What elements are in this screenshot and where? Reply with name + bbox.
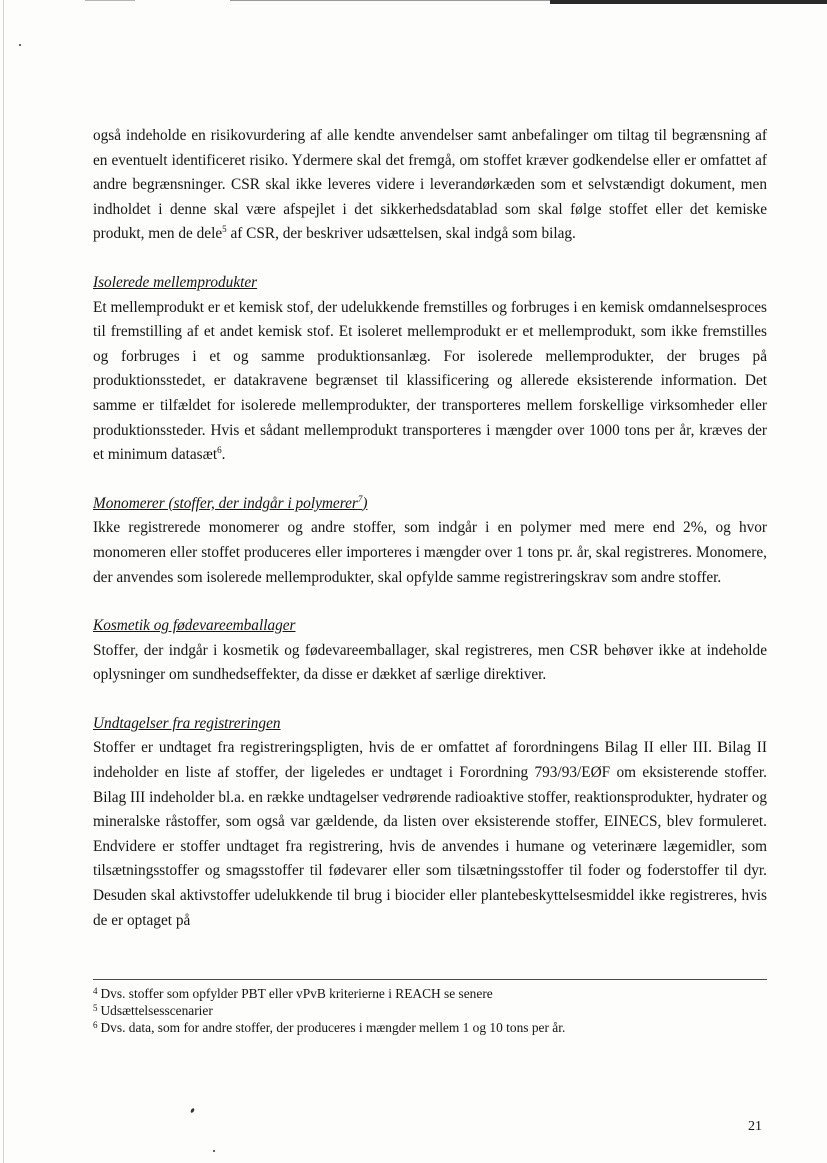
- intro-text: også indeholde en risikovurdering af alle kendte anvendelser samt anbefalinger om tiltag til begrænsning af en eventuelt identificeret risiko. Ydermere skal det fremgå, om stoffet kræver godkendelse eller er omfattet af andre begrænsninger. CSR skal ikke leveres videre i leverandørkæden som et selvstændigt dokument, men indholdet i denne skal være afspejlet i det sikkerhedsdatablad som skal følge stoffet eller det kemiske produkt, men de dele: [93, 127, 767, 243]
- isolated-text-end: .: [221, 446, 226, 464]
- section-text-isolated: [93, 296, 767, 468]
- footnote-ref: 6: [217, 445, 222, 456]
- footnote-mark: 5: [93, 1003, 98, 1013]
- section-text-cosmetics: Stoffer, der indgår i kosmetik og fødevareemballager, skal registreres, men CSR behøver ikke at indeholde oplysninger om sundhedseffekter, da disse er dækket af særlige direktiver.: [93, 641, 767, 684]
- monomers-heading-text: Monomerer (stoffer, der indgår i polymerer: [93, 494, 358, 512]
- scan-top-edge: [0, 0, 827, 6]
- page-body: [93, 124, 767, 933]
- section-heading-monomers: [93, 492, 767, 517]
- scan-left-edge: [3, 0, 4, 1163]
- scan-border: [550, 0, 827, 4]
- section-heading-exemptions: Undtagelser fra registreringen: [93, 714, 281, 732]
- page-number: 21: [748, 1119, 762, 1134]
- footnote-ref: 7: [357, 493, 363, 504]
- isolated-text: Et mellemprodukt er et kemisk stof, der udelukkende fremstilles og forbruges i en kemisk omdannelsesproces til fremstilling af et andet kemisk stof. Et isoleret mellemprodukt er et mellemprodukt, som ikke fremstilles og forbruges i et og samme produktionsanlæg. For isolerede mellemprodukter, der bruges på produktionsstedet, er datakravene begrænset til klassificering og allerede eksisterende information. Det samme er tilfældet for isolerede mellemprodukter, der transporteres mellem forskellige virksomheder eller produktionssteder. Hvis et sådant mellemprodukt transporteres i mængder over 1000 tons per år, kræves der et minimum datasæt: [93, 298, 767, 464]
- scan-speck: [190, 1108, 195, 1114]
- footnote-mark: 6: [93, 1020, 98, 1030]
- section-text-exemptions: Stoffer er undtaget fra registreringspligten, hvis de er omfattet af forordningens Bilag II eller III. Bilag II indeholder en liste af stoffer, der ligeledes er undtaget i Forordning 793/93/EØF om eksisterende stoffer. Bilag III indeholder bl.a. en række undtagelser vedrørende radioaktive stoffer, reaktionsprodukter, hydrater og mineralske råstoffer, som også var gældende, da listen over eksisterende stoffer, EINECS, blev formuleret. Endvidere er stoffer undtaget fra registrering, hvis de anvendes i humane og veterinære lægemidler, som tilsætningsstoffer og smagsstoffer til fødevarer eller som tilsætningsstoffer til foder og foderstoffer til dyr. Desuden skal aktivstoffer udelukkende til brug i biocider eller plantebeskyttelsesmiddel ikke registreres, hvis de er optaget på: [93, 739, 767, 929]
- footnote-item: [93, 1002, 767, 1019]
- monomers-heading-close: ): [362, 494, 368, 512]
- section-heading-cosmetics: Kosmetik og fødevareemballager: [93, 617, 296, 635]
- scan-line: [85, 0, 135, 1]
- footnote-text: Udsættelsesscenarier: [100, 1003, 213, 1018]
- footnote-item: [93, 1019, 767, 1036]
- footnotes: [93, 979, 767, 1036]
- section-text-monomers: Ikke registrerede monomerer og andre stoffer, som indgår i en polymer med mere end 2%, og hvor monomeren eller stoffet produceres eller importeres i mængder over 1 tons pr. år, skal registreres. Monomere, der anvendes som isolerede mellemprodukter, skal opfylde samme registreringskrav som andre stoffer.: [93, 519, 767, 586]
- scan-speck: [213, 1150, 215, 1152]
- footnote-ref: 5: [222, 224, 227, 235]
- scan-line: [230, 0, 550, 1]
- footnote-item: [93, 985, 767, 1002]
- section-heading-isolated: Isolerede mellemprodukter: [93, 273, 258, 291]
- scan-speck: [19, 44, 21, 46]
- footnote-text: Dvs. stoffer som opfylder PBT eller vPvB kriterierne i REACH se senere: [100, 986, 493, 1001]
- intro-paragraph: [93, 124, 767, 247]
- footnote-text: Dvs. data, som for andre stoffer, der produceres i mængder mellem 1 og 10 tons per år.: [100, 1020, 566, 1035]
- intro-text-end: af CSR, der beskriver udsættelsen, skal indgå som bilag.: [226, 225, 576, 243]
- footnote-mark: 4: [93, 986, 98, 996]
